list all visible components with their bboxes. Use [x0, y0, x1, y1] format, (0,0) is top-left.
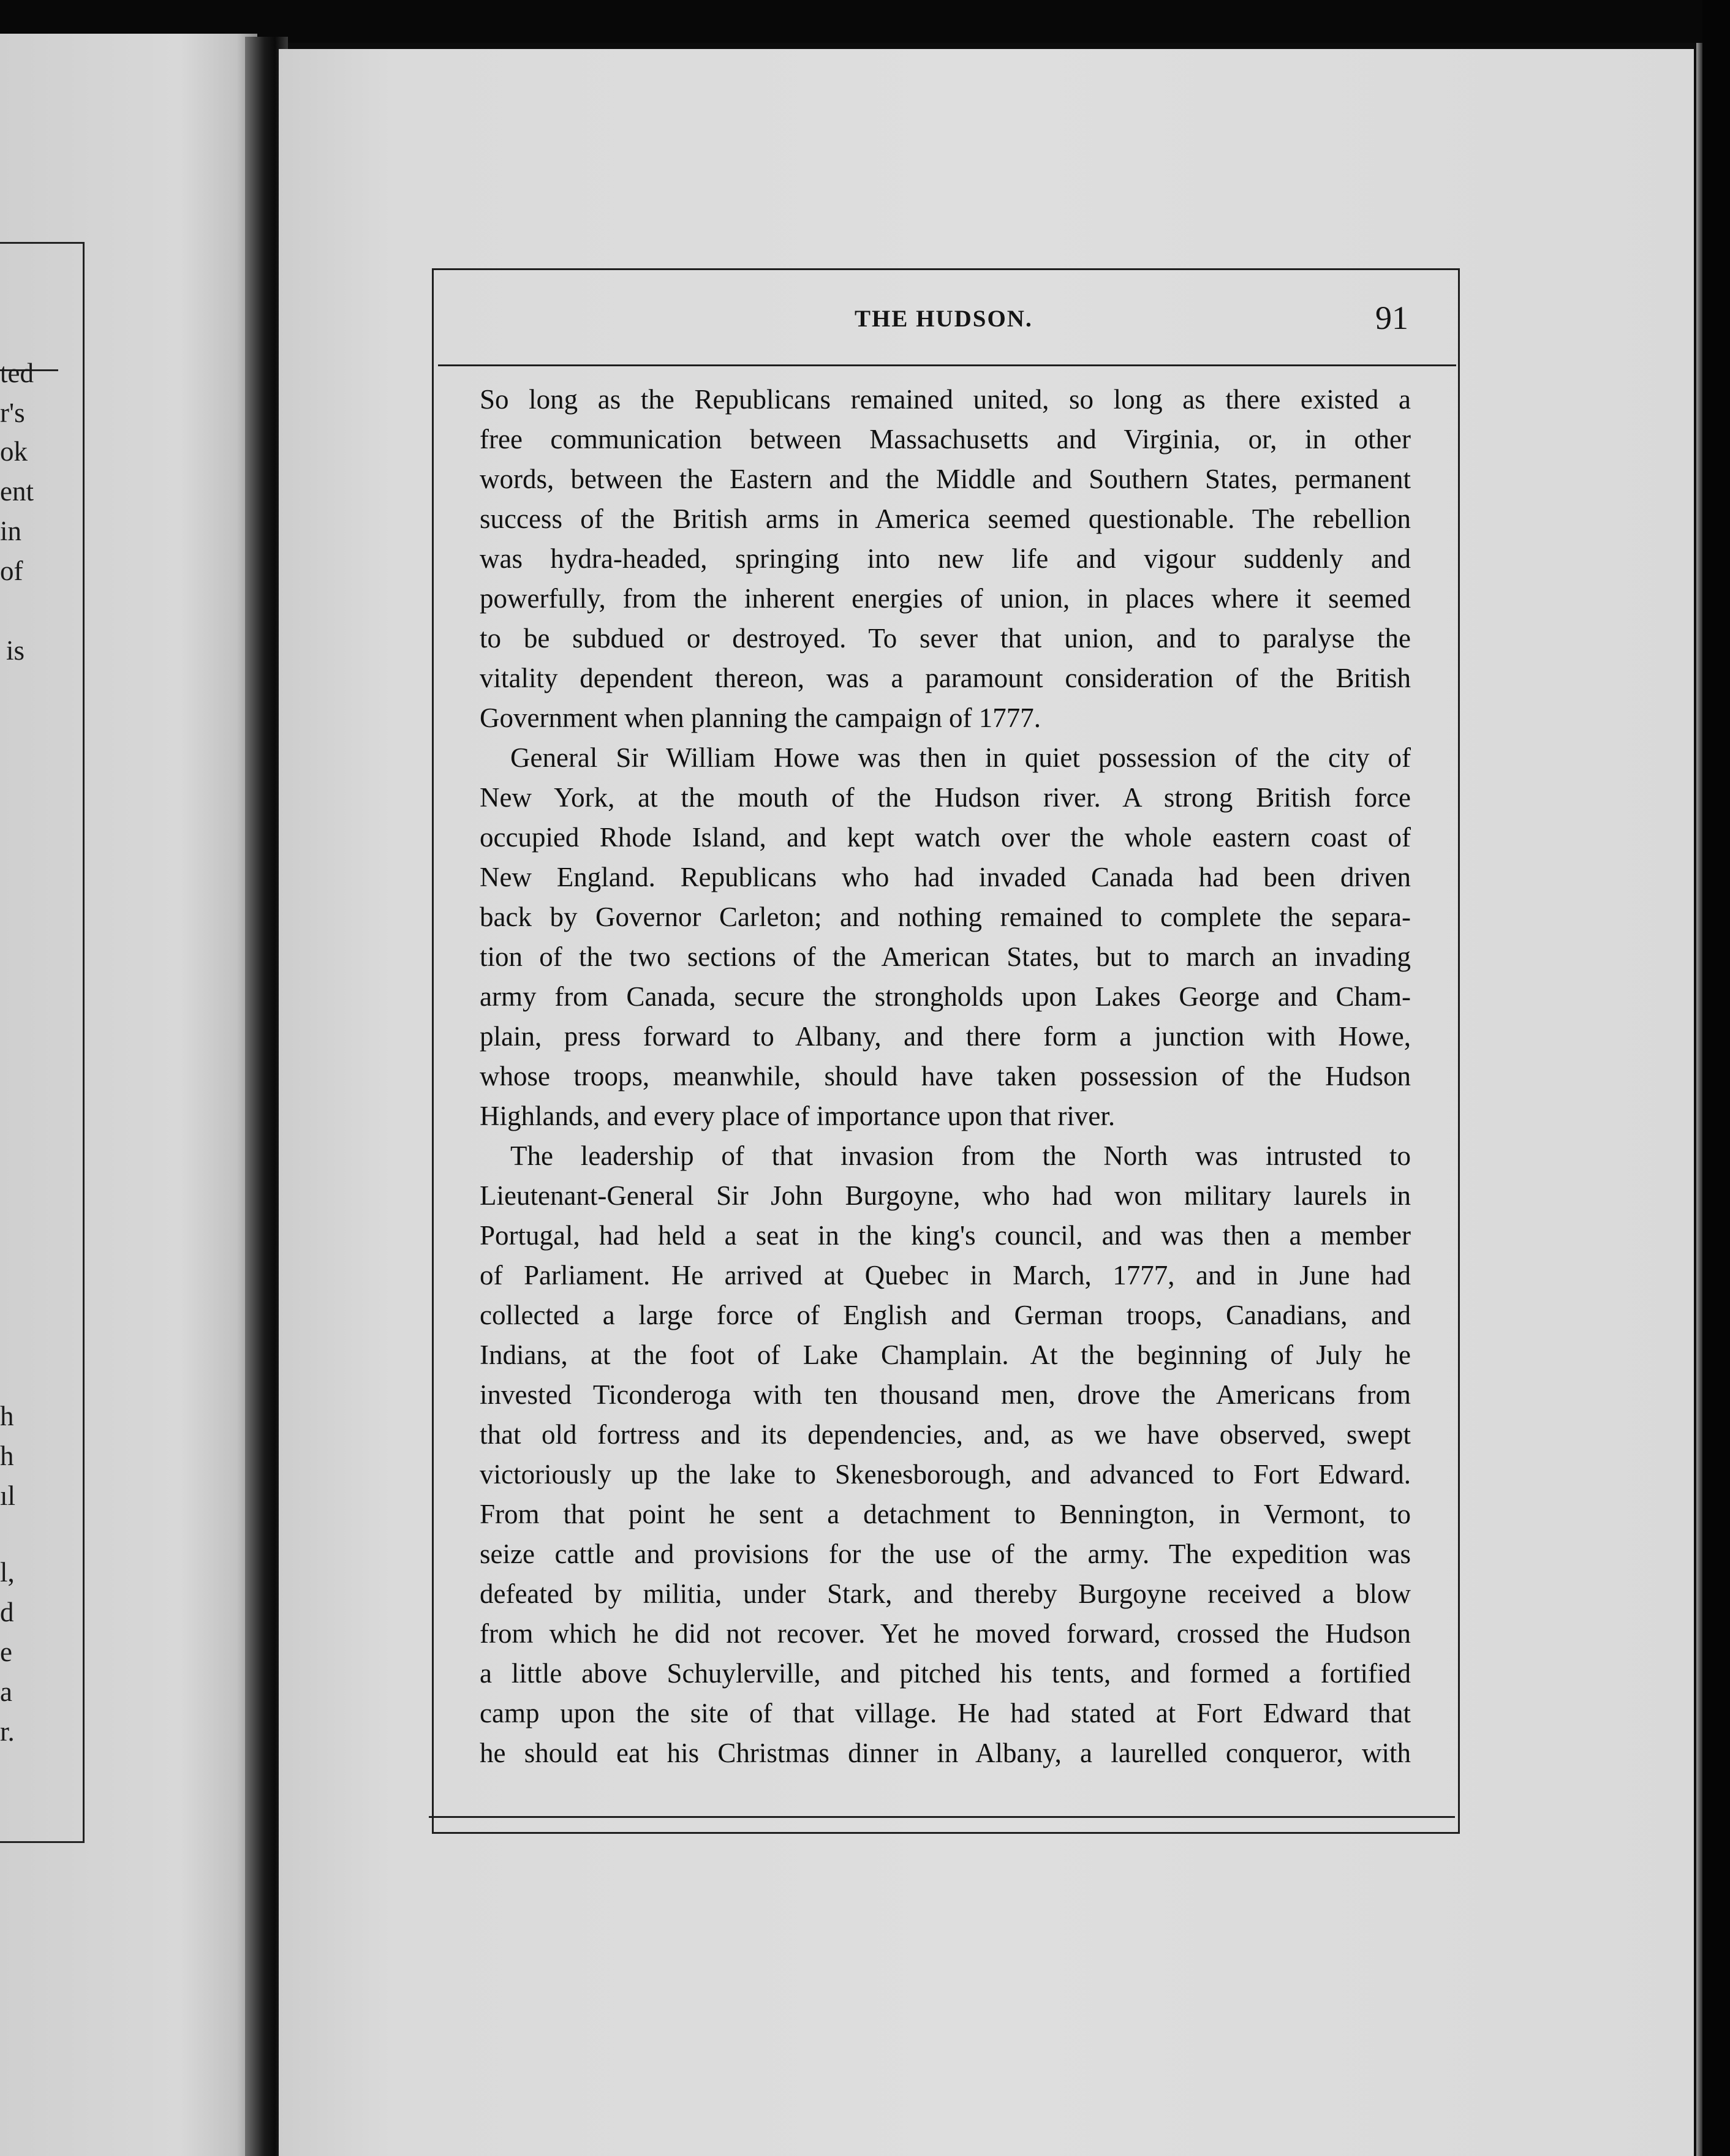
left-page-fragment: d [0, 1597, 14, 1627]
text-line: a little above Schuylerville, and pitched his tents, and formed a fortified [480, 1658, 1411, 1689]
left-facing-page [0, 34, 257, 2156]
left-page-fragment: ıl [0, 1480, 16, 1511]
text-line: of Parliament. He arrived at Quebec in March, 1777, and in June had [480, 1260, 1411, 1291]
left-page-fragment: ent [0, 476, 34, 507]
left-page-fragment: of [0, 556, 23, 586]
left-page-fragment: h [0, 1441, 14, 1471]
text-line: Indians, at the foot of Lake Champlain. At the beginning of July he [480, 1340, 1411, 1370]
running-head: THE HUDSON. [855, 306, 1033, 332]
text-line: back by Governor Carleton; and nothing remained to complete the separa- [480, 902, 1411, 932]
left-page-fragment: a [0, 1676, 12, 1707]
text-line: invested Ticonderoga with ten thousand men, drove the Americans from [480, 1379, 1411, 1410]
text-line: vitality dependent thereon, was a paramount consideration of the British [480, 663, 1411, 693]
text-line: Highlands, and every place of importance upon that river. [480, 1101, 1116, 1131]
text-line: victoriously up the lake to Skenesborough, and advanced to Fort Edward. [480, 1459, 1411, 1490]
left-page-fragment: ok [0, 436, 28, 467]
text-line: occupied Rhode Island, and kept watch over the whole eastern coast of [480, 822, 1411, 853]
text-line: plain, press forward to Albany, and there form a junction with Howe, [480, 1021, 1411, 1052]
left-page-fragment: h [0, 1401, 14, 1431]
left-page-fragment: l, [0, 1557, 15, 1588]
text-line: army from Canada, secure the strongholds upon Lakes George and Cham- [480, 981, 1411, 1012]
page-right-edge [1696, 43, 1702, 2156]
scan-right-border [1702, 0, 1730, 2156]
text-line: free communication between Massachusetts and Virginia, or, in other [480, 424, 1411, 454]
text-line: From that point he sent a detachment to Bennington, in Vermont, to [480, 1499, 1411, 1529]
left-page-fragment: r's [0, 398, 25, 428]
text-line: that old fortress and its dependencies, and, as we have observed, swept [480, 1419, 1411, 1450]
bottom-rule [429, 1816, 1455, 1818]
text-line: Portugal, had held a seat in the king's council, and was then a member [480, 1220, 1411, 1251]
text-line: defeated by militia, under Stark, and thereby Burgoyne received a blow [480, 1578, 1411, 1609]
body-text [480, 380, 1411, 1773]
text-line: General Sir William Howe was then in quiet possession of the city of [510, 742, 1411, 773]
text-line: was hydra-headed, springing into new life and vigour suddenly and [480, 543, 1411, 574]
text-line: words, between the Eastern and the Middle and Southern States, permanent [480, 464, 1411, 494]
running-head-rule [438, 364, 1456, 366]
text-line: Government when planning the campaign of 1777. [480, 703, 1041, 733]
text-line: he should eat his Christmas dinner in Albany, a laurelled conqueror, with [480, 1738, 1411, 1768]
text-line: New England. Republicans who had invaded Canada had been driven [480, 862, 1411, 892]
text-line: Lieutenant-General Sir John Burgoyne, who had won military laurels in [480, 1180, 1411, 1211]
left-page-fragment: is [6, 635, 25, 666]
text-line: New York, at the mouth of the Hudson river. A strong British force [480, 782, 1411, 813]
text-line: success of the British arms in America seemed questionable. The rebellion [480, 503, 1411, 534]
text-line: So long as the Republicans remained united, so long as there existed a [480, 384, 1411, 415]
text-line: tion of the two sections of the American States, but to march an invading [480, 941, 1411, 972]
left-page-fragment: r. [0, 1716, 15, 1747]
text-line: to be subdued or destroyed. To sever that union, and to paralyse the [480, 623, 1411, 654]
text-line: whose troops, meanwhile, should have taken possession of the Hudson [480, 1061, 1411, 1091]
text-line: from which he did not recover. Yet he moved forward, crossed the Hudson [480, 1618, 1411, 1649]
left-page-fragment: in [0, 516, 22, 546]
left-page-fragment: ted [0, 358, 34, 388]
page-number: 91 [1375, 300, 1408, 336]
text-line: The leadership of that invasion from the North was intrusted to [510, 1140, 1411, 1171]
left-page-fragment: e [0, 1637, 12, 1667]
text-line: camp upon the site of that village. He had stated at Fort Edward that [480, 1698, 1411, 1728]
text-line: powerfully, from the inherent energies of union, in places where it seemed [480, 583, 1411, 614]
text-line: collected a large force of English and German troops, Canadians, and [480, 1300, 1411, 1330]
text-line: seize cattle and provisions for the use of the army. The expedition was [480, 1539, 1411, 1569]
